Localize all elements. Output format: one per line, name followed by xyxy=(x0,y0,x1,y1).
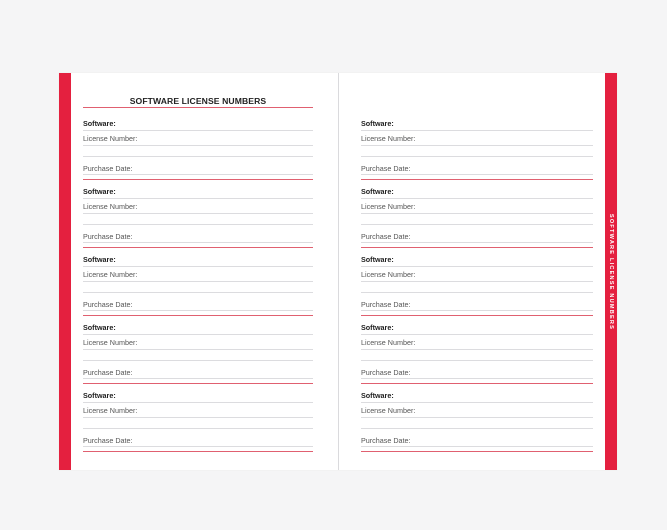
software-line[interactable] xyxy=(83,402,313,403)
license-entry xyxy=(83,323,313,391)
license-number-label: License Number: xyxy=(361,338,416,347)
purchase-date-label: Purchase Date: xyxy=(361,368,411,377)
license-number-line[interactable] xyxy=(83,349,313,350)
page-title: SOFTWARE LICENSE NUMBERS xyxy=(129,96,267,106)
license-number-line[interactable] xyxy=(361,349,593,350)
software-line[interactable] xyxy=(361,198,593,199)
license-number-label: License Number: xyxy=(83,338,138,347)
license-entry xyxy=(361,187,593,255)
purchase-date-label: Purchase Date: xyxy=(83,164,133,173)
software-label: Software: xyxy=(361,119,394,128)
software-line[interactable] xyxy=(361,402,593,403)
entry-separator-rule xyxy=(361,315,593,316)
license-number-line-2[interactable] xyxy=(83,224,313,225)
purchase-date-label: Purchase Date: xyxy=(83,232,133,241)
entry-separator-rule xyxy=(83,179,313,180)
section-tab-label: SOFTWARE LICENSE NUMBERS xyxy=(608,213,615,330)
license-entry xyxy=(83,187,313,255)
purchase-date-label: Purchase Date: xyxy=(83,368,133,377)
entry-separator-rule xyxy=(361,451,593,452)
license-number-line[interactable] xyxy=(83,417,313,418)
purchase-date-line[interactable] xyxy=(83,174,313,175)
purchase-date-label: Purchase Date: xyxy=(361,300,411,309)
license-entry xyxy=(361,255,593,323)
left-red-edge xyxy=(59,73,71,470)
purchase-date-line[interactable] xyxy=(83,446,313,447)
software-label: Software: xyxy=(83,255,116,264)
license-number-line-2[interactable] xyxy=(83,156,313,157)
section-tab xyxy=(605,73,617,470)
license-entry xyxy=(361,323,593,391)
license-number-label: License Number: xyxy=(83,406,138,415)
license-entry xyxy=(83,255,313,323)
license-number-label: License Number: xyxy=(83,270,138,279)
purchase-date-line[interactable] xyxy=(361,242,593,243)
license-number-label: License Number: xyxy=(361,134,416,143)
entry-separator-rule xyxy=(361,247,593,248)
license-number-line[interactable] xyxy=(83,213,313,214)
purchase-date-label: Purchase Date: xyxy=(361,232,411,241)
license-number-line[interactable] xyxy=(361,281,593,282)
software-label: Software: xyxy=(83,391,116,400)
license-number-line-2[interactable] xyxy=(83,360,313,361)
license-number-line-2[interactable] xyxy=(83,292,313,293)
software-line[interactable] xyxy=(361,130,593,131)
software-label: Software: xyxy=(361,255,394,264)
license-number-line[interactable] xyxy=(361,417,593,418)
notebook-spread xyxy=(59,73,617,470)
license-entry xyxy=(83,391,313,459)
license-number-label: License Number: xyxy=(83,202,138,211)
purchase-date-line[interactable] xyxy=(83,310,313,311)
license-entry xyxy=(361,391,593,459)
purchase-date-label: Purchase Date: xyxy=(361,164,411,173)
license-number-line-2[interactable] xyxy=(361,292,593,293)
software-label: Software: xyxy=(83,187,116,196)
left-page xyxy=(83,73,313,470)
software-label: Software: xyxy=(83,119,116,128)
purchase-date-label: Purchase Date: xyxy=(83,300,133,309)
license-number-label: License Number: xyxy=(361,406,416,415)
right-page xyxy=(361,73,593,470)
entry-separator-rule xyxy=(361,383,593,384)
software-label: Software: xyxy=(361,187,394,196)
purchase-date-label: Purchase Date: xyxy=(83,436,133,445)
book-spine xyxy=(338,73,339,470)
purchase-date-line[interactable] xyxy=(83,242,313,243)
software-line[interactable] xyxy=(361,266,593,267)
software-line[interactable] xyxy=(83,266,313,267)
license-number-line[interactable] xyxy=(83,281,313,282)
license-number-line-2[interactable] xyxy=(83,428,313,429)
title-rule xyxy=(83,107,313,108)
purchase-date-line[interactable] xyxy=(361,174,593,175)
license-number-line[interactable] xyxy=(83,145,313,146)
software-line[interactable] xyxy=(83,130,313,131)
license-number-line[interactable] xyxy=(361,213,593,214)
entry-separator-rule xyxy=(361,179,593,180)
entry-separator-rule xyxy=(83,315,313,316)
license-entry xyxy=(83,119,313,187)
software-line[interactable] xyxy=(83,198,313,199)
license-entry xyxy=(361,119,593,187)
software-line[interactable] xyxy=(83,334,313,335)
license-number-line-2[interactable] xyxy=(361,360,593,361)
software-label: Software: xyxy=(361,391,394,400)
purchase-date-line[interactable] xyxy=(361,446,593,447)
entry-separator-rule xyxy=(83,451,313,452)
purchase-date-label: Purchase Date: xyxy=(361,436,411,445)
software-label: Software: xyxy=(83,323,116,332)
software-line[interactable] xyxy=(361,334,593,335)
license-number-label: License Number: xyxy=(361,202,416,211)
purchase-date-line[interactable] xyxy=(83,378,313,379)
entry-separator-rule xyxy=(83,383,313,384)
license-number-line[interactable] xyxy=(361,145,593,146)
entry-separator-rule xyxy=(83,247,313,248)
license-number-line-2[interactable] xyxy=(361,428,593,429)
license-number-line-2[interactable] xyxy=(361,224,593,225)
software-label: Software: xyxy=(361,323,394,332)
purchase-date-line[interactable] xyxy=(361,378,593,379)
license-number-label: License Number: xyxy=(361,270,416,279)
license-number-label: License Number: xyxy=(83,134,138,143)
purchase-date-line[interactable] xyxy=(361,310,593,311)
license-number-line-2[interactable] xyxy=(361,156,593,157)
